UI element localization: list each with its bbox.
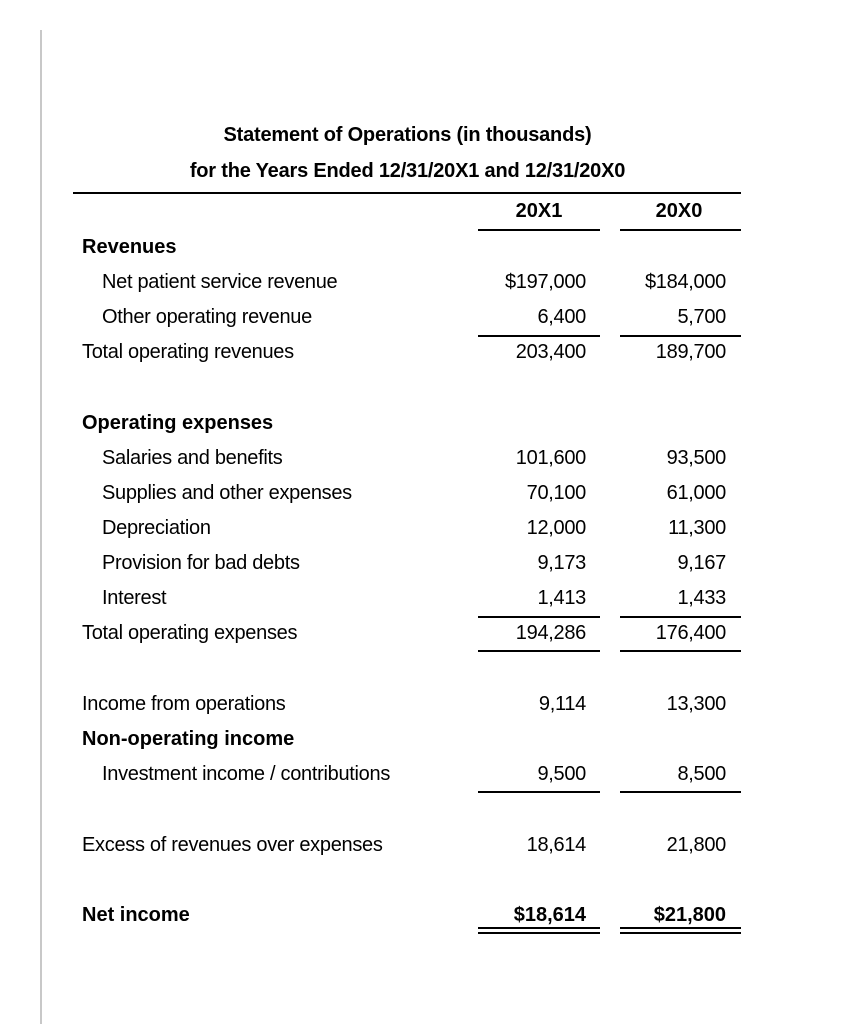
row-label: Interest <box>102 587 167 609</box>
title-divider <box>73 192 741 194</box>
value-20x1: 18,614 <box>526 834 586 856</box>
row-label: Total operating revenues <box>82 341 294 363</box>
value-20x1: 101,600 <box>515 447 586 469</box>
value-20x0: 21,800 <box>666 834 726 856</box>
total-underline <box>478 650 600 652</box>
value-20x1: 9,500 <box>537 763 586 785</box>
value-20x1: 203,400 <box>515 341 586 363</box>
row-label: Salaries and benefits <box>102 447 283 469</box>
value-20x0: 11,300 <box>668 517 726 539</box>
section-heading-revenues: Revenues <box>82 236 177 258</box>
subtotal-underline <box>620 791 741 793</box>
row-label: Provision for bad debts <box>102 552 300 574</box>
double-underline <box>620 932 741 934</box>
subtotal-underline <box>478 335 600 337</box>
value-20x1: $18,614 <box>513 904 586 926</box>
subtotal-underline <box>478 791 600 793</box>
value-20x1: $197,000 <box>504 271 586 293</box>
statement-title: Statement of Operations (in thousands) <box>223 124 592 146</box>
value-20x1: 9,114 <box>538 693 586 715</box>
row-label: Income from operations <box>82 693 286 715</box>
row-label-net-income: Net income <box>82 904 190 926</box>
value-20x0: 8,500 <box>677 763 726 785</box>
row-label: Investment income / contributions <box>102 763 391 785</box>
subtotal-underline <box>620 616 741 618</box>
header-underline-20x1 <box>478 229 600 231</box>
value-20x1: 194,286 <box>515 622 586 644</box>
page-margin-rule <box>40 30 42 1024</box>
value-20x0: 61,000 <box>666 482 726 504</box>
section-heading-non-operating-income: Non-operating income <box>82 728 295 750</box>
row-label: Depreciation <box>102 517 211 539</box>
value-20x1: 70,100 <box>526 482 586 504</box>
value-20x0: 176,400 <box>655 622 726 644</box>
value-20x0: 93,500 <box>666 447 726 469</box>
value-20x1: 1,413 <box>537 587 586 609</box>
subtotal-underline <box>620 335 741 337</box>
row-label: Total operating expenses <box>82 622 298 644</box>
header-underline-20x0 <box>620 229 741 231</box>
row-label: Net patient service revenue <box>102 271 338 293</box>
double-underline <box>478 927 600 929</box>
row-label: Other operating revenue <box>102 306 312 328</box>
value-20x0: $184,000 <box>644 271 726 293</box>
row-label: Excess of revenues over expenses <box>82 834 383 856</box>
column-header-20x1: 20X1 <box>515 200 563 222</box>
section-heading-operating-expenses: Operating expenses <box>82 412 274 434</box>
value-20x0: 189,700 <box>655 341 726 363</box>
double-underline <box>620 927 741 929</box>
value-20x0: $21,800 <box>653 904 726 926</box>
value-20x1: 9,173 <box>537 552 586 574</box>
column-header-20x0: 20X0 <box>655 200 703 222</box>
value-20x0: 1,433 <box>677 587 726 609</box>
value-20x0: 9,167 <box>677 552 726 574</box>
total-underline <box>620 650 741 652</box>
value-20x1: 6,400 <box>537 306 586 328</box>
row-label: Supplies and other expenses <box>102 482 352 504</box>
value-20x1: 12,000 <box>526 517 586 539</box>
double-underline <box>478 932 600 934</box>
subtotal-underline <box>478 616 600 618</box>
statement-subtitle: for the Years Ended 12/31/20X1 and 12/31/20X0 <box>189 160 626 182</box>
value-20x0: 13,300 <box>666 693 726 715</box>
value-20x0: 5,700 <box>677 306 726 328</box>
